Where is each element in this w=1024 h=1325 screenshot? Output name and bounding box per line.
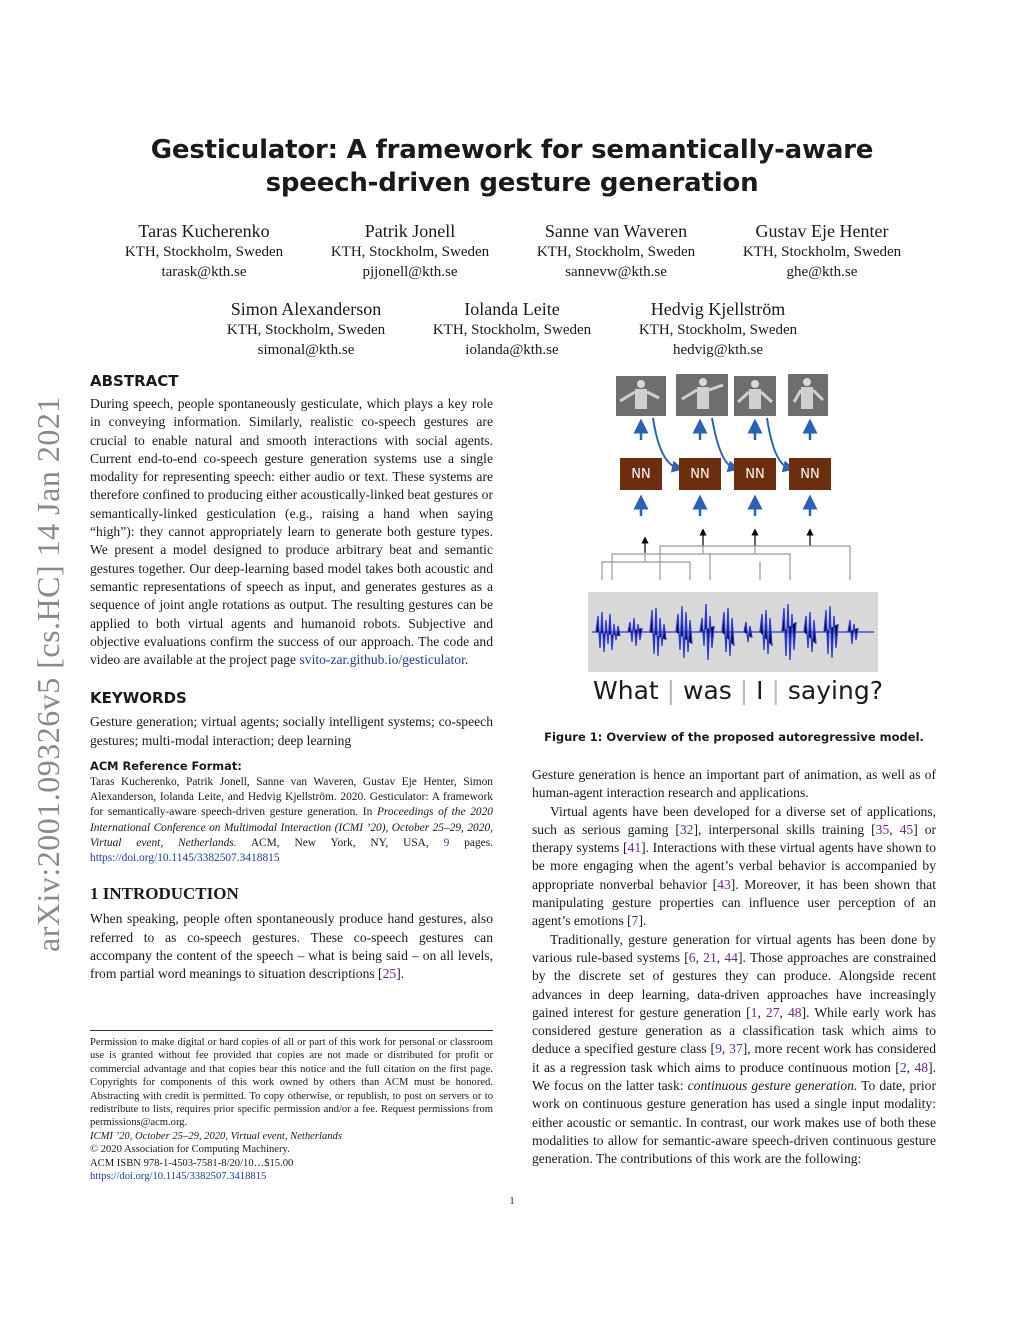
citation-link[interactable]: 6	[688, 949, 696, 965]
text-run: ].	[638, 913, 647, 929]
text-run: ]. Those approaches are constrained by the discrete set of gestures they can produce. Alongside recent advances in deep learning, data-driven approaches have increasingly gained interest for gesture generation [	[532, 949, 937, 1020]
copyright-line: © 2020 Association for Computing Machinery.	[90, 1144, 290, 1156]
citation-link[interactable]: 35	[875, 821, 890, 837]
citation-link[interactable]: 41	[627, 840, 642, 856]
citation-link[interactable]: 25	[382, 966, 397, 982]
abstract-heading: ABSTRACT	[90, 372, 179, 390]
word: I	[756, 676, 764, 705]
text-run: ,	[889, 821, 900, 837]
paper-title	[0, 134, 1024, 200]
permission-text: Permission to make digital or hard copies of all or part of this work for personal or classroom use is granted without fee provided that copies are not made or distributed for profit or commercial advantage and that copies bear this notice and the full citation on the first page. Copyrights for components of this work owned by others than ACM must be honored. Abstracting with credit is permitted. To copy otherwise, or republish, to post on servers or to redistribute to lists, requires prior specific permission and/or a fee. Request permissions from permissions@acm.org.	[90, 1037, 493, 1129]
citation-link[interactable]: 21	[703, 949, 717, 965]
author-name: Sanne van Waveren	[544, 221, 688, 241]
nn-block: NN	[789, 458, 831, 490]
keywords-heading: KEYWORDS	[90, 689, 187, 708]
author-email: hedvig@kth.se	[672, 342, 764, 358]
arxiv-stamp: arXiv:2001.09326v5 [cs.HC] 14 Jan 2021	[30, 396, 66, 952]
author-block	[412, 298, 612, 360]
author-block	[310, 220, 510, 282]
text-run: Traditionally, gesture generation for virtual agents has been done by various rule-based systems [	[532, 931, 936, 965]
author-block	[516, 220, 716, 282]
text-run: ], interpersonal skills training [	[693, 821, 876, 837]
context-window-brackets	[602, 546, 850, 580]
author-affiliation: KTH, Stockholm, Sweden	[330, 244, 490, 260]
page-number: 1	[509, 1196, 515, 1207]
author-email: pjjonell@kth.se	[362, 264, 458, 280]
conference-line: ICMI ’20, October 25–29, 2020, Virtual event, Netherlands	[90, 1130, 342, 1142]
emphasis-text: continuous gesture generation.	[687, 1078, 858, 1094]
author-block	[206, 298, 406, 360]
text-run: ] or therapy systems [	[532, 821, 937, 856]
intro-text: When speaking, people often spontaneously produce hand gestures, also referred to as co-speech gestures. These co-speech gestures can accompany the content of the speech – what is being said – on all levels, from partial word meanings to situation descriptions [25].	[90, 911, 493, 982]
acm-ref-text: Taras Kucherenko, Patrik Jonell, Sanne van Waveren, Gustav Eje Henter, Simon Alexanderson, Iolanda Leite, and Hedvig Kjellström. 2020. Gesticulator: A framework for semantically-aware speech-driven gesture generation. In Proceedings of the 2020 International Conference on Multimodal Interaction (ICMI ’20), October 25–29, 2020, Virtual event, Netherlands. ACM, New York, NY, USA, 9 pages. https://doi.org/10.1145/3382507.3418815	[90, 776, 493, 865]
author-block	[722, 220, 922, 282]
author-name: Gustav Eje Henter	[755, 221, 889, 241]
isbn-line: ACM ISBN 978-1-4503-7581-8/20/10…$15.00	[90, 1157, 294, 1169]
word: saying?	[787, 676, 883, 705]
citation-link[interactable]: 1	[750, 1004, 758, 1020]
author-email: iolanda@kth.se	[465, 342, 559, 358]
left-column	[90, 372, 493, 983]
author-name: Patrik Jonell	[364, 221, 456, 241]
model-diagram	[560, 368, 920, 718]
text-run: ,	[757, 1004, 766, 1020]
intro-heading: 1 INTRODUCTION	[90, 884, 239, 904]
author-name: Taras Kucherenko	[138, 221, 270, 241]
citation-link[interactable]: 9	[715, 1041, 722, 1057]
nn-block: NN	[734, 458, 776, 490]
text-run: ,	[779, 1004, 788, 1020]
author-affiliation: KTH, Stockholm, Sweden	[432, 322, 592, 338]
word-separator: |	[771, 676, 780, 705]
word: What	[593, 676, 659, 705]
avatar-frame-3	[734, 376, 776, 416]
author-name: Iolanda Leite	[464, 299, 560, 319]
author-affiliation: KTH, Stockholm, Sweden	[638, 322, 798, 338]
author-name: Hedvig Kjellström	[650, 299, 786, 319]
nn-block: NN	[679, 458, 721, 490]
text-run: ,	[721, 1041, 730, 1057]
doi-link[interactable]: https://doi.org/10.1145/3382507.3418815	[90, 852, 280, 865]
text-run: ]. We focus on the latter task:	[532, 1059, 937, 1094]
right-column	[532, 766, 936, 1169]
word-separator: |	[739, 676, 749, 705]
author-email: ghe@kth.se	[786, 264, 858, 280]
text-run: ]. Moreover, it has been shown that manipulating gesture properties can influence user perception of an agent’s emotions [	[532, 876, 936, 929]
citation-link[interactable]: 7	[631, 913, 639, 929]
paragraph	[532, 931, 936, 1169]
text-run: ,	[695, 949, 704, 965]
citation-link[interactable]: 44	[724, 949, 738, 965]
nn-block: NN	[620, 458, 662, 490]
avatar-frame-1	[616, 376, 666, 416]
text-run: ,	[906, 1059, 915, 1075]
citation-link[interactable]: 32	[679, 821, 694, 837]
paragraph	[532, 803, 936, 931]
author-email: simonal@kth.se	[257, 342, 355, 358]
permission-block	[90, 1030, 493, 1183]
keywords-text: Gesture generation; virtual agents; socially intelligent systems; co-speech gestures; multi-modal interaction; deep learning	[90, 714, 493, 748]
author-affiliation: KTH, Stockholm, Sweden	[124, 244, 284, 260]
citation-link[interactable]: 37	[729, 1041, 743, 1057]
word-separator: |	[666, 676, 676, 705]
author-email: sannevw@kth.se	[565, 264, 667, 280]
word: was	[683, 676, 732, 705]
paragraph: Gesture generation is hence an important part of animation, as well as of human-agent interaction research and applications.	[532, 767, 936, 801]
citation-link[interactable]: 2	[899, 1059, 907, 1075]
citation-link[interactable]: 27	[765, 1004, 780, 1020]
text-run: ], more recent work has considered it as a regression task which aims to produce continuous motion [	[532, 1041, 937, 1075]
author-block	[618, 298, 818, 360]
text-run: ]. While early work has considered gesture generation as a classification task which aims to deduce a specified gesture class [	[532, 1004, 937, 1057]
citation-link[interactable]: 48	[788, 1004, 802, 1020]
author-email: tarask@kth.se	[161, 264, 247, 280]
figure-1	[560, 368, 920, 718]
author-affiliation: KTH, Stockholm, Sweden	[226, 322, 386, 338]
figure-caption: Figure 1: Overview of the proposed autoregressive model.	[544, 730, 924, 744]
author-affiliation: KTH, Stockholm, Sweden	[742, 244, 902, 260]
citation-link[interactable]: 48	[914, 1059, 929, 1075]
author-name: Simon Alexanderson	[230, 299, 382, 319]
citation-link[interactable]: 45	[899, 821, 914, 837]
title-line-2: speech-driven gesture generation	[265, 168, 759, 198]
project-page-link[interactable]: svito-zar.github.io/gesticulator	[299, 652, 465, 668]
author-block	[104, 220, 304, 282]
avatar-frame-4	[788, 374, 828, 416]
author-affiliation: KTH, Stockholm, Sweden	[536, 244, 696, 260]
acm-ref-heading: ACM Reference Format:	[90, 759, 242, 774]
text-run: To date, prior work on continuous gesture generation has used a single input modality: either acoustic or semantic. In contrast, our work makes use of both these modalities to allow for semantic-aware speech-driven continuous gesture generation. The contributions of this work are the following:	[532, 1078, 936, 1167]
figure-words	[593, 676, 883, 705]
text-run: ]. Interactions with these virtual agents have shown to be more engaging when the agent’s verbal behavior is accompanied by appropriate nonverbal behavior [	[532, 840, 936, 892]
text-run: ,	[716, 949, 725, 965]
title-line-1: Gesticulator: A framework for semantically-aware	[150, 135, 874, 165]
citation-link[interactable]: 43	[717, 876, 731, 892]
avatar-frame-2	[676, 374, 728, 416]
permission-doi-link[interactable]: https://doi.org/10.1145/3382507.3418815	[90, 1171, 267, 1183]
text-run: Virtual agents have been developed for a diverse set of applications, such as serious gaming [	[532, 803, 936, 837]
abstract-text: During speech, people spontaneously gesticulate, which plays a key role in conveying information. Similarly, realistic co-speech gestures are crucial to enable natural and smooth interactions with social agents. Current end-to-end co-speech gesture generation systems use a single modality for representing speech: either audio or text. These systems are therefore confined to producing either acoustically-linked beat gestures or semantically-linked gesticulation (e.g., raising a hand when saying “high”): they cannot appropriately learn to generate both gesture types. We present a model designed to produce arbitrary beat and semantic gestures together. Our deep-learning based model takes both acoustic and semantic representations of speech as input, and generates gestures as a sequence of joint angle rotations as output. The resulting gestures can be applied to both virtual agents and humanoid robots. Subjective and objective evaluations confirm the success of our approach. The code and video are available at the project page svito-zar.github.io/gesticulator.	[90, 396, 493, 668]
